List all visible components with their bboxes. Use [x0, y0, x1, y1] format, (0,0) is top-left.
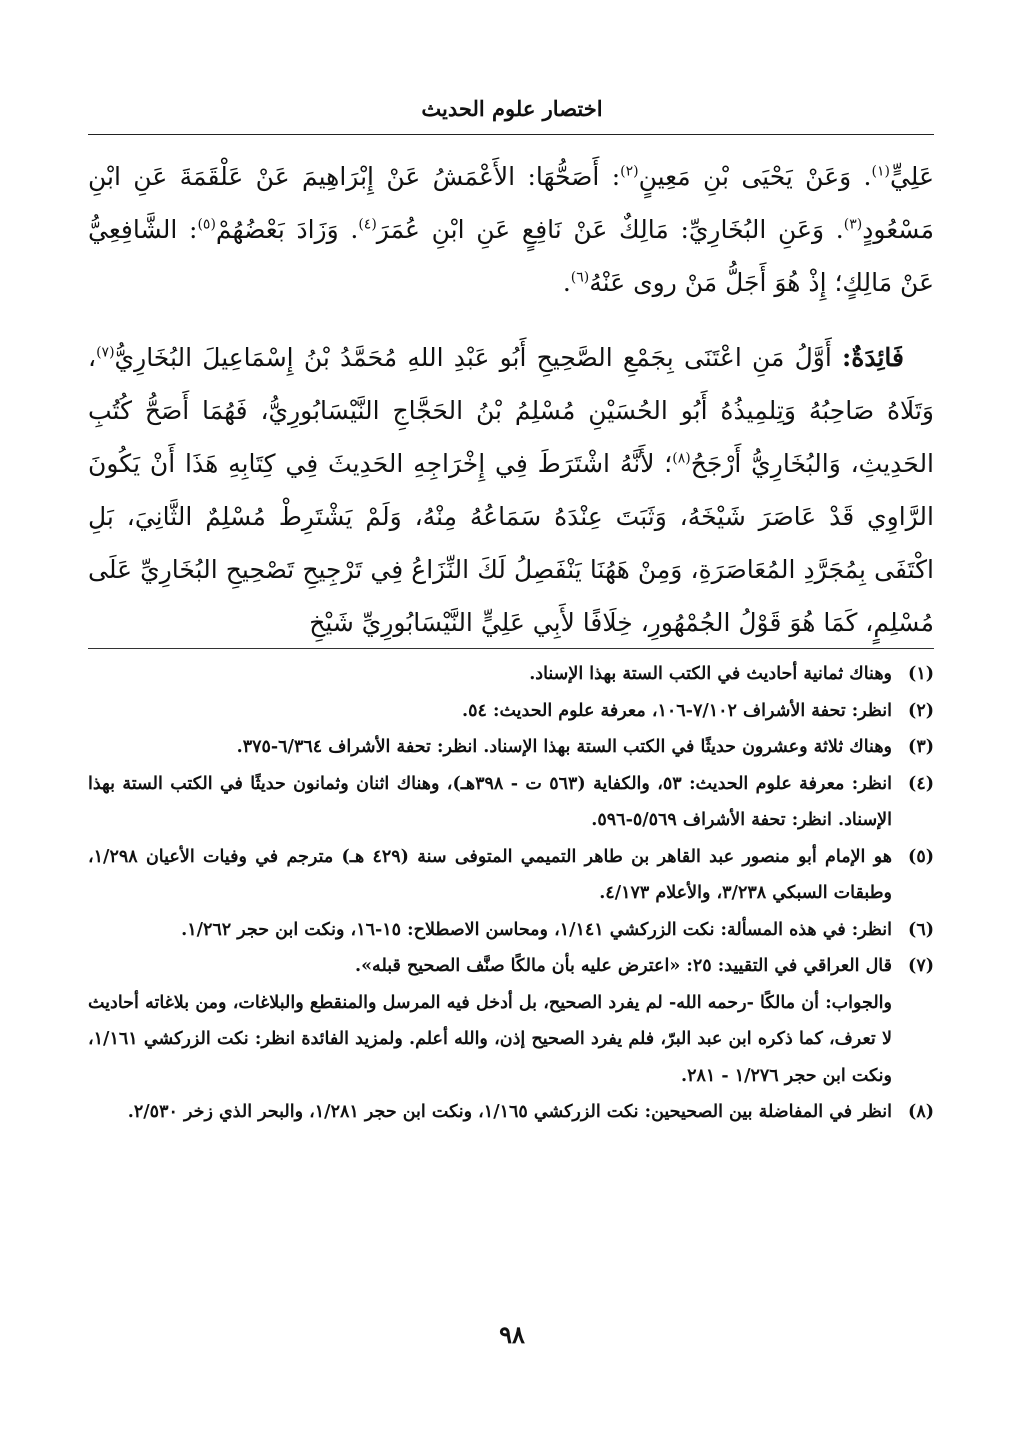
- footnote-reference: (٨): [672, 450, 691, 467]
- footnote-number: (٦): [908, 919, 934, 940]
- footnote: [88, 729, 934, 766]
- footnote-text: انظر: معرفة علوم الحديث: ٥٣، والكفاية (٥٦٣ ت - ٣٩٨هـ)، وهناك اثنان وثمانون حديثًا في الكتب الستة بهذا الإسناد. انظر: تحفة الأشراف ٥/٥٦٩-٥٩٦.: [88, 773, 892, 830]
- text-segment: ؛ لأَنَّهُ اشْتَرَطَ فِي إِخْرَاجِهِ الحَدِيثَ فِي كِتَابِهِ هَذَا أَنْ يَكُونَ الرَّاوِي قَدْ عَاصَرَ شَيْخَهُ، وَثَبَتَ عِنْدَهُ سَمَاعُهُ مِنْهُ، وَلَمْ يَشْتَرِطْ مُسْلِمٌ الثَّانِيَ، بَلِ اكْتَفَى بِمُجَرَّدِ المُعَاصَرَةِ، وَمِنْ هَهُنَا يَنْفَصِلُ لَكَ النِّزَاعُ فِي تَرْجِيحِ تَصْحِيحِ البُخَارِيِّ عَلَى مُسْلِمٍ، كَمَا هُوَ قَوْلُ الجُمْهُورِ، خِلَافًا لأَبِي عَلِيٍّ النَّيْسَابُورِيِّ شَيْخِ: [88, 449, 934, 637]
- footnote-reference: (٣): [843, 216, 863, 233]
- footnote-reference: (٤): [358, 216, 377, 233]
- footnote-text: انظر في المفاضلة بين الصحيحين: نكت الزركشي ١/١٦٥، ونكت ابن حجر ١/٢٨١، والبحر الذي زخر ٢/٥٣٠.: [127, 1102, 892, 1122]
- footnote: [88, 693, 934, 730]
- footnote-text: وهناك ثلاثة وعشرون حديثًا في الكتب الستة بهذا الإسناد. انظر: تحفة الأشراف ٦/٣٦٤-٣٧٥.: [236, 737, 892, 757]
- text-segment: عَلِيٍّ: [889, 162, 934, 191]
- footnote-number: (٥): [908, 846, 934, 867]
- main-text: [88, 150, 934, 649]
- footnote: [88, 839, 934, 912]
- page-number: ٩٨: [499, 1320, 525, 1349]
- footnote-number: (٨): [908, 1102, 934, 1122]
- footnote: [88, 912, 934, 949]
- text-segment: : الشَّافِعِيُّ عَنْ مَالِكٍ؛ إِذْ هُوَ أَجَلُّ مَنْ روى عَنْهُ: [88, 215, 934, 297]
- footnote-reference: (٧): [96, 344, 115, 361]
- footnote-reference: (٥): [197, 216, 216, 233]
- footnote-text: قال العراقي في التقييد: ٢٥: «اعترض عليه بأن مالكًا صنَّف الصحيح قبله».: [355, 956, 892, 976]
- header-divider: [88, 134, 934, 135]
- text-segment: .: [562, 268, 571, 297]
- text-segment: . وَعَنْ يَحْيَى بْنِ مَعِينٍ: [638, 162, 872, 191]
- paragraph: [88, 150, 934, 309]
- footnotes-section: [88, 656, 934, 1131]
- footnote-number: (١): [908, 664, 934, 684]
- footnote: [88, 656, 934, 693]
- text-segment: . وَزَادَ بَعْضُهُمْ: [215, 215, 359, 244]
- text-segment: : أَصَحُّهَا: الأَعْمَشُ عَنْ إِبْرَاهِيمَ عَنْ عَلْقَمَةَ عَنِ ابْنِ مَسْعُودٍ: [88, 162, 934, 244]
- footnote: [88, 766, 934, 839]
- paragraph: [88, 331, 934, 649]
- footnote-number: (٣): [908, 737, 934, 757]
- footnote-text: انظر: في هذه المسألة: نكت الزركشي ١/١٤١، ومحاسن الاصطلاح: ١٥-١٦، ونكت ابن حجر ١/٢٦٢.: [181, 919, 892, 940]
- footnote-number: (٤): [908, 773, 934, 794]
- footnote-text: هو الإمام أبو منصور عبد القاهر بن طاهر التميمي المتوفى سنة (٤٢٩ هـ) مترجم في وفيات الأعيان ١/٢٩٨، وطبقات السبكي ٣/٢٣٨، والأعلام ٤/١٧٣.: [88, 846, 892, 903]
- footnote-reference: (١): [871, 163, 890, 180]
- paragraph-lead: فَائِدَةٌ:: [842, 343, 904, 372]
- text-segment: أَوَّلُ مَنِ اعْتَنَى بِجَمْعِ الصَّحِيحِ أَبُو عَبْدِ اللهِ مُحَمَّدُ بْنُ إِسْمَاعِيلَ البُخَارِيُّ: [114, 343, 843, 372]
- footnote: [88, 948, 934, 1094]
- text-segment: . وَعَنِ البُخَارِيِّ: مَالِكٌ عَنْ نَافِعٍ عَنِ ابْنِ عُمَرَ: [376, 215, 844, 244]
- footnote-number: (٢): [908, 700, 934, 721]
- footnote-divider: [88, 648, 934, 649]
- footnote-text: انظر: تحفة الأشراف ٧/١٠٢-١٠٦، معرفة علوم الحديث: ٥٤.: [462, 700, 892, 721]
- footnote-reference: (٦): [570, 269, 590, 286]
- footnote: [88, 1094, 934, 1131]
- footnote-reference: (٢): [620, 163, 639, 180]
- footnote-text: والجواب: أن مالكًا -رحمه الله- لم يفرد الصحيح، بل أدخل فيه المرسل والمنقطع والبلاغات، ومن بلاغاته أحاديث لا تعرف، كما ذكره ابن عبد البرّ، فلم يفرد الصحيح إذن، والله أعلم. ولمزيد الفائدة انظر: نكت الزركشي ١/١٦١، ونكت ابن حجر ١/٢٧٦ - ٢٨١.: [88, 992, 892, 1086]
- footnote-number: (٧): [908, 956, 934, 976]
- footnote-text: وهناك ثمانية أحاديث في الكتب الستة بهذا الإسناد.: [529, 664, 892, 684]
- running-header-title: اختصار علوم الحديث: [421, 96, 603, 121]
- text-segment: ، وَتَلَاهُ صَاحِبُهُ وَتِلمِيذُهُ أَبُو الحُسَيْنِ مُسْلِمُ بْنُ الحَجَّاجِ النَّيْسَابُورِيُّ، فَهُمَا أَصَحُّ كُتُبِ الحَدِيثِ، وَالبُخَارِيُّ أَرْجَحُ: [88, 343, 935, 478]
